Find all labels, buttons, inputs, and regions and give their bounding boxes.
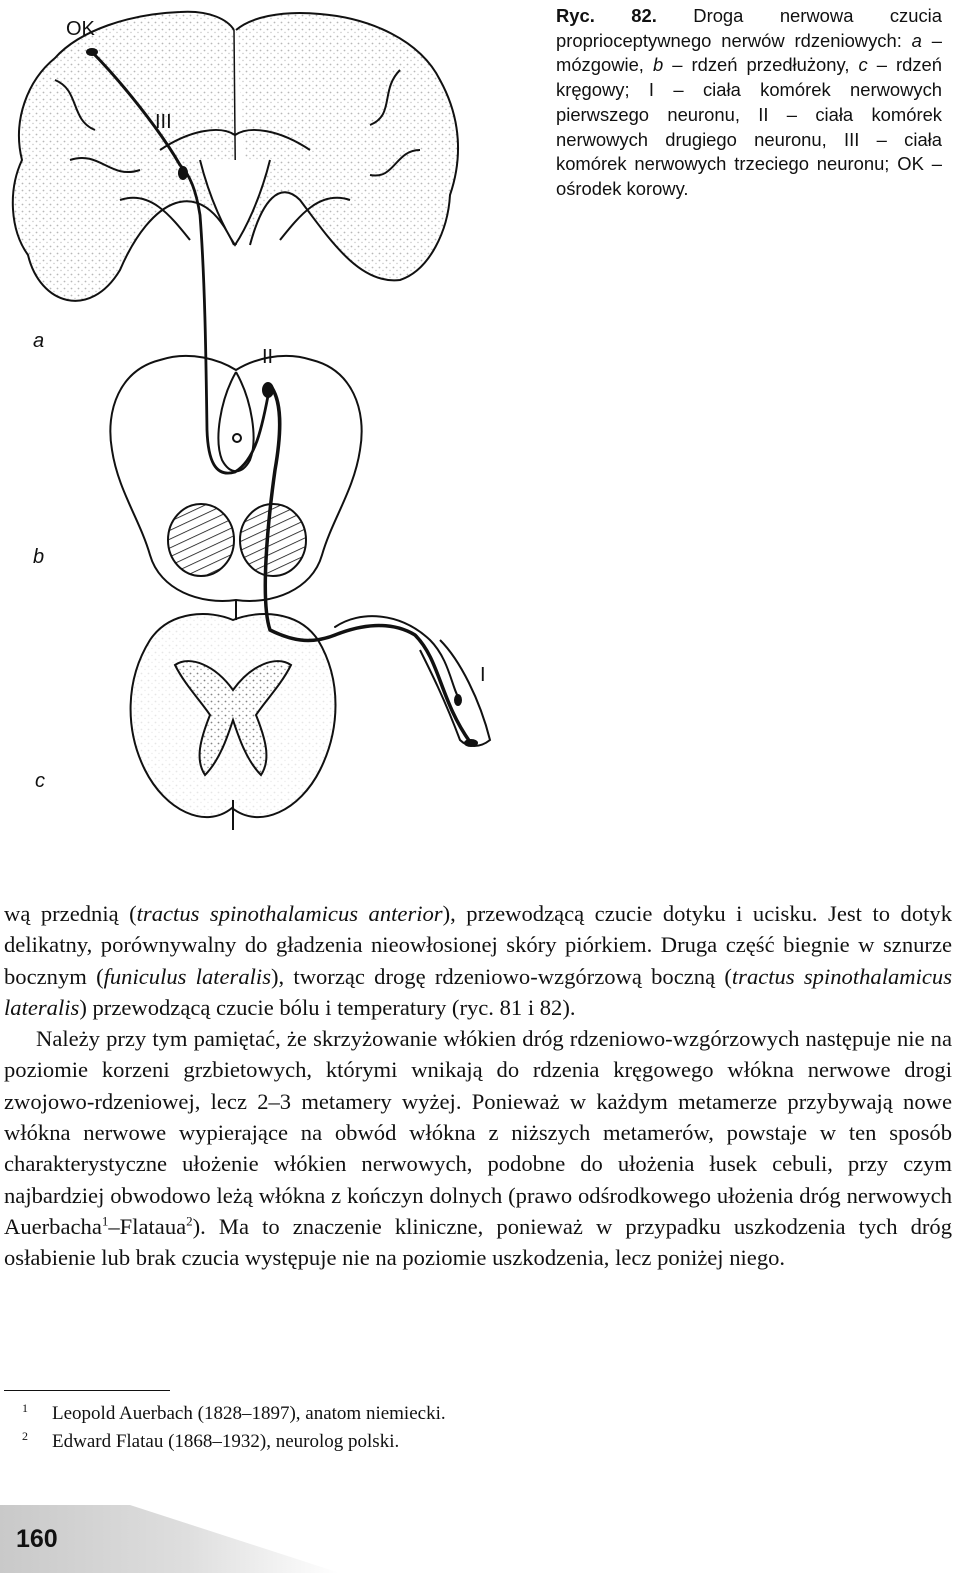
text-run: wą przednią (: [4, 901, 137, 926]
brain-section: [13, 12, 458, 301]
text-run: ) przewodzącą czucie bólu i temperatury (ryc. 81 i 82).: [79, 994, 576, 1020]
footnote-ref: 2: [186, 1213, 193, 1229]
latin-term: tractus spinothalamicus lateralis: [4, 963, 952, 1020]
neuron-2-body: [262, 382, 274, 398]
caption-text: Droga nerwowa czucia proprioceptywnego nerwów rdzeniowych:: [556, 5, 942, 51]
text-run: ), tworząc drogę rdzeniowo-wzgórzową boczną (: [271, 963, 732, 989]
footnote-1: [22, 1401, 446, 1426]
medulla-section: [110, 356, 361, 620]
footnote-2: [22, 1429, 400, 1454]
label-neuron-2: II: [262, 346, 274, 368]
neuron-3-body: [178, 166, 188, 180]
caption-italic-a: a: [911, 29, 922, 51]
text-run: ). Ma to znaczenie kliniczne, ponieważ w przypadku uszkodzenia tych dróg osłabienie lub brak czucia występuje nie na poziomie uszkodzenia, lecz poniżej niego.: [4, 1213, 952, 1271]
label-section-c: c: [35, 770, 45, 792]
label-section-b: b: [33, 546, 45, 568]
pathway-diagram: [0, 0, 560, 870]
label-ok: OK: [66, 18, 95, 40]
caption-number: Ryc. 82.: [556, 5, 657, 26]
page-number: 160: [16, 1525, 58, 1553]
caption-italic-b: b: [652, 54, 664, 76]
caption-italic-c: c: [858, 54, 868, 76]
footnote-text: Leopold Auerbach (1828–1897), anatom niemiecki.: [52, 1403, 446, 1424]
figure-caption: [556, 4, 942, 202]
neuron-1-body: [454, 694, 462, 706]
label-neuron-1: I: [480, 664, 486, 686]
paragraph: [4, 898, 952, 1023]
caption-text: – rdzeń przedłużony,: [663, 54, 859, 76]
footnote-mark: 1: [22, 1401, 28, 1415]
body-text: [4, 898, 952, 1274]
latin-term: funiculus lateralis: [103, 963, 271, 989]
anatomy-figure: [0, 0, 560, 870]
footnote-mark: 2: [22, 1429, 28, 1443]
neuron-ok-body: [86, 48, 98, 56]
text-run: –Flataua: [108, 1213, 187, 1239]
label-section-a: a: [33, 330, 45, 352]
text-run: ), przewodzącą czucie dotyku i ucisku. Jest to dotyk delikatny, porównywalny do gładzenia nieowłosionej skóry piórkiem. Druga część biegnie w sznurze bocznym (: [4, 901, 952, 989]
text-run: Należy przy tym pamiętać, że skrzyżowanie włókien dróg rdzeniowo-wzgórzowych następuje nie na poziomie korzeni grzbietowych, którymi wnikają do rdzenia kręgowego włókna nerwowe drogi zwojowo-rdzeniowej, lecz 2–3 metamery wyżej. Ponieważ w każdym metamerze przybywają nowe włókna nerwowe wypierające na obwód włókna z niższych metamerów, powstaje w ten sposób charakterystyczne ułożenie włókien nerwowych, podobne do ułożenia łusek cebuli, przy czym najbardziej obwodowo leżą włókna z kończyn dolnych (prawo odśrodkowego ułożenia dróg nerwowych Auerbacha: [4, 1026, 952, 1239]
paragraph: [4, 1023, 952, 1273]
footnote-ref: 1: [101, 1213, 109, 1229]
caption-text: – mózgowie,: [556, 29, 942, 76]
label-neuron-3: III: [155, 111, 172, 133]
footnote-rule: [4, 1390, 170, 1391]
caption-text: – rdzeń kręgowy; I – ciała komórek nerwowych pierwszego neuronu, II – ciała komórek nerwowych drugiego neuronu, III – ciała komórek nerwowych trzeciego neuronu; OK – ośrodek korowy.: [556, 54, 943, 199]
footnote-text: Edward Flatau (1868–1932), neurolog polski.: [52, 1431, 400, 1452]
latin-term: tractus spinothalamicus anterior: [136, 901, 443, 926]
